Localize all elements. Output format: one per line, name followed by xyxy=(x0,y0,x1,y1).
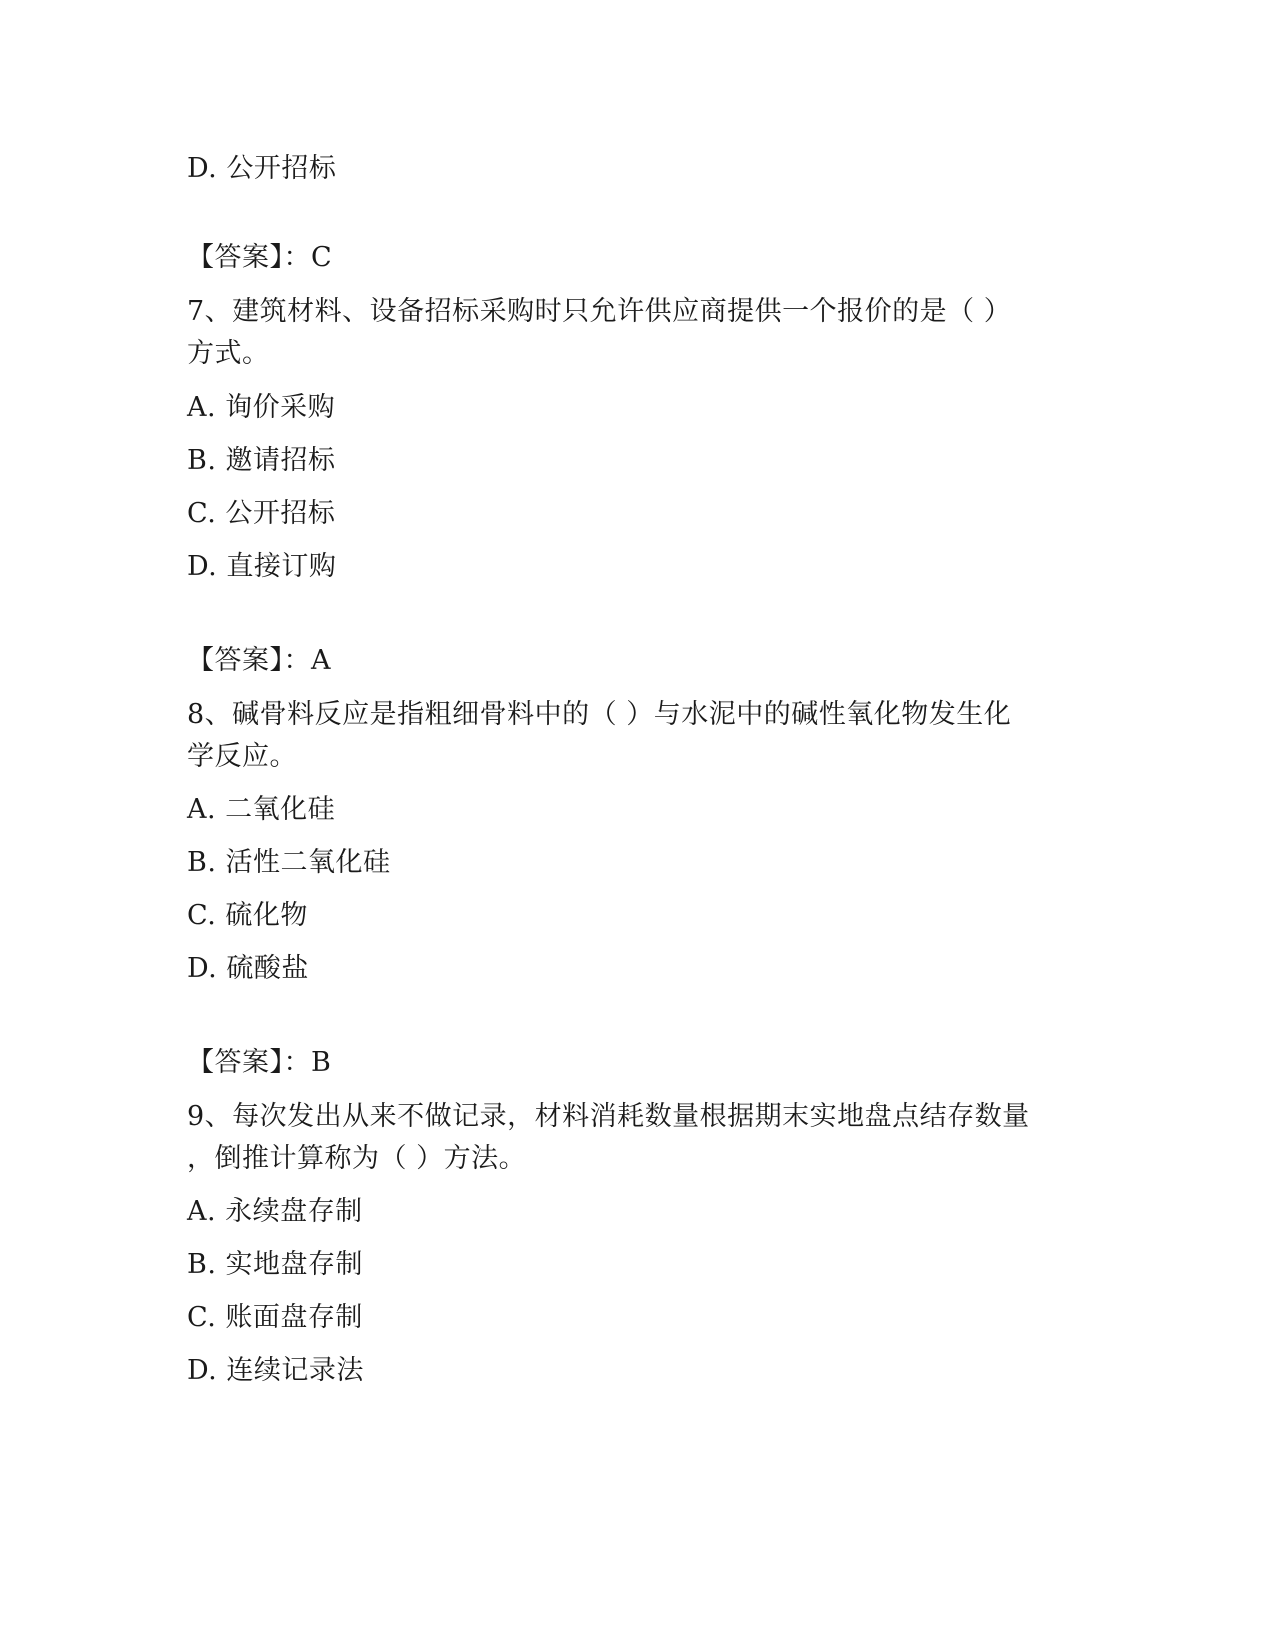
q7-option-a: A. 询价采购 xyxy=(187,392,336,423)
q8-stem-line1: 8、碱骨料反应是指粗细骨料中的（ ）与水泥中的碱性氧化物发生化 xyxy=(187,699,1012,730)
q9-option-a: A. 永续盘存制 xyxy=(187,1196,363,1227)
q8-option-c: C. 硫化物 xyxy=(187,900,308,931)
q8-option-b: B. 活性二氧化硅 xyxy=(187,847,391,878)
q7-option-b: B. 邀请招标 xyxy=(187,445,336,476)
q8-option-d: D. 硫酸盐 xyxy=(187,953,309,984)
q8-option-a: A. 二氧化硅 xyxy=(187,794,336,825)
q8-answer: 【答案】：B xyxy=(187,1047,332,1078)
q7-answer: 【答案】：A xyxy=(187,645,331,676)
q8-stem-line2: 学反应。 xyxy=(187,741,297,772)
q7-option-d: D. 直接订购 xyxy=(187,551,337,582)
prev-option-d: D. 公开招标 xyxy=(187,153,337,184)
q9-option-b: B. 实地盘存制 xyxy=(187,1249,364,1280)
q7-stem-line2: 方式。 xyxy=(187,338,270,369)
prev-answer: 【答案】：C xyxy=(187,242,333,273)
q9-option-c: C. 账面盘存制 xyxy=(187,1302,363,1333)
q7-stem-line1: 7、建筑材料、设备招标采购时只允许供应商提供一个报价的是（ ） xyxy=(187,296,1012,327)
q9-option-d: D. 连续记录法 xyxy=(187,1355,364,1386)
q7-option-c: C. 公开招标 xyxy=(187,498,336,529)
q9-stem-line2: ，倒推计算称为（ ）方法。 xyxy=(187,1143,527,1174)
q9-stem-line1: 9、每次发出从来不做记录，材料消耗数量根据期末实地盘点结存数量 xyxy=(187,1101,1030,1132)
